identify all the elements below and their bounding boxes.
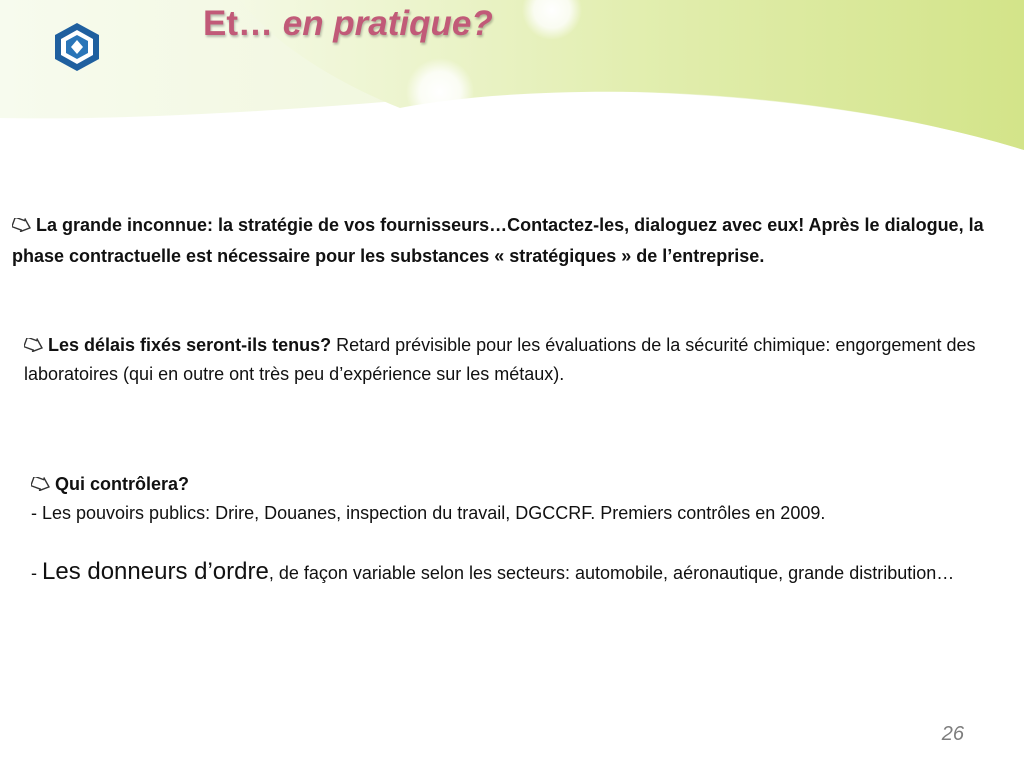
clients-emphasis: Les donneurs d’ordre bbox=[42, 558, 269, 585]
clients-text: , de façon variable selon les secteurs: automobile, aéronautique, grande distribution… bbox=[268, 563, 955, 583]
controls-public-authorities: - Les pouvoirs publics: Drire, Douanes, inspection du travail, DGCCRF. Premiers contrôles en 2009. bbox=[31, 503, 826, 523]
header-decoration bbox=[0, 0, 1024, 230]
controls-heading-line bbox=[31, 470, 1011, 499]
page-title bbox=[203, 4, 493, 44]
controls-clients bbox=[31, 557, 1011, 588]
hollow-right-arrow-icon bbox=[24, 338, 44, 352]
hollow-right-arrow-icon bbox=[12, 218, 32, 232]
deadlines-text: Retard prévisible pour les évaluations de la sécurité chimique: engorgement des laboratoires (qui en outre ont très peu d’expérience sur les métaux). bbox=[24, 335, 976, 384]
paragraph-suppliers-text: La grande inconnue: la stratégie de vos fournisseurs…Contactez-les, dialoguez avec eux! Après le dialogue, la phase contractuelle est nécessaire pour les substances « stratégiques » de l’entreprise. bbox=[12, 215, 984, 266]
paragraph-controls bbox=[31, 470, 1011, 588]
hexagon-logo-icon bbox=[54, 22, 100, 72]
page-number: 26 bbox=[941, 723, 964, 745]
paragraph-deadlines bbox=[24, 331, 984, 389]
controls-heading: Qui contrôlera? bbox=[55, 474, 190, 494]
title-plain: Et… bbox=[203, 4, 283, 43]
hollow-right-arrow-icon bbox=[31, 477, 51, 491]
title-italic: en pratique? bbox=[282, 4, 493, 43]
clients-prefix: - bbox=[31, 563, 42, 583]
paragraph-suppliers bbox=[12, 210, 1012, 272]
deadlines-heading: Les délais fixés seront-ils tenus? bbox=[48, 335, 332, 355]
